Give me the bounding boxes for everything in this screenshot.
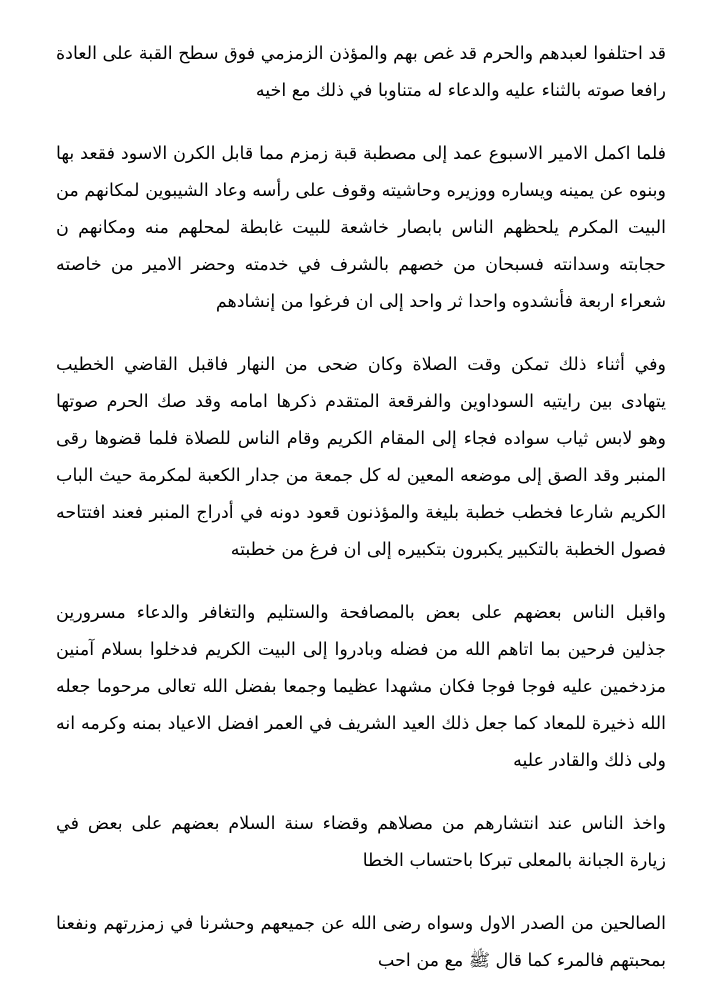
text-line: حجابته وسدانته فسبحان من خصهم بالشرف في خدمته وحضر الامير من خاصته [56, 255, 666, 275]
text-line: الله ذخيرة للمعاد كما جعل ذلك العيد الشريف في العمر افضل الاعياد بمنه وكرمه انه [56, 714, 666, 734]
paragraph [56, 36, 666, 110]
text-line: فلما اكمل الامير الاسبوع عمد إلى مصطبة قبة زمزم مما قابل الكرن الاسود فقعد بها [56, 144, 666, 164]
text-line: البيت المكرم يلحظهم الناس بابصار خاشعة للبيت غابطة لمحلهم منه ومكانهم ن [56, 218, 666, 238]
text-line: فصول الخطبة بالتكبير يكبرون بتكبيره إلى ان فرغ من خطبته [230, 540, 666, 560]
paragraph [56, 906, 666, 980]
text-line: وبنوه عن يمينه ويساره ووزيره وحاشيته وقوف على رأسه وعاد الشيبوين لمكانهم من [56, 181, 666, 201]
text-line: شعراء اربعة فأنشدوه واحدا ثر واحد إلى ان فرغوا من إنشادهم [215, 292, 666, 312]
text-line: واقبل الناس بعضهم على بعض بالمصافحة والستليم والتغافر والدعاء مسرورين [56, 603, 666, 623]
text-line: جذلين فرحين بما اتاهم الله من فضله وبادروا إلى البيت الكريم فدخلوا بسلام آمنين [56, 640, 666, 660]
text-line: بمحبتهم فالمرء كما قال ﷺ مع من احب [377, 951, 666, 971]
document-body [56, 36, 666, 1006]
text-line: رافعا صوته بالثناء عليه والدعاء له متناوبا في ذلك مع اخيه [255, 81, 666, 101]
text-line: المنبر وقد الصق إلى موضعه المعين له كل جمعة من جدار الكعبة لمكرمة حيث الباب [56, 466, 666, 486]
text-line: الصالحين من الصدر الاول وسواه رضى الله عن جميعهم وحشرنا في زمزرتهم ونفعنا [56, 914, 666, 934]
text-line: زيارة الجبانة بالمعلى تبركا باحتساب الخطا [362, 851, 666, 871]
text-line: وهو لابس ثياب سواده فجاء إلى المقام الكريم وقام الناس للصلاة فلما قضوها رقى [56, 429, 666, 449]
text-line: قد احتلفوا لعبدهم والحرم قد غص بهم والمؤذن الزمزمي فوق سطح القبة على العادة [56, 44, 666, 64]
text-line: ولى ذلك والقادر عليه [513, 751, 666, 771]
text-line: وفي أثناء ذلك تمكن وقت الصلاة وكان ضحى من النهار فاقبل القاضي الخطيب [56, 355, 666, 375]
text-line: واخذ الناس عند انتشارهم من مصلاهم وقضاء سنة السلام بعضهم على بعض في [56, 814, 666, 834]
paragraph [56, 136, 666, 321]
text-line: يتهادى بين رايتيه السوداوين والفرقعة المتقدم ذكرها امامه وقد صك الحرم صوتها [56, 392, 666, 412]
text-line: مزدخمين عليه فوجا فوجا فكان مشهدا عظيما وجمعا بفضل الله تعالى مرحوما جعله [56, 677, 666, 697]
paragraph [56, 595, 666, 780]
text-line: الكريم شارعا فخطب خطبة بليغة والمؤذنون قعود دونه في أدراج المنبر فعند افتتاحه [56, 503, 666, 523]
paragraph [56, 347, 666, 569]
paragraph [56, 806, 666, 880]
